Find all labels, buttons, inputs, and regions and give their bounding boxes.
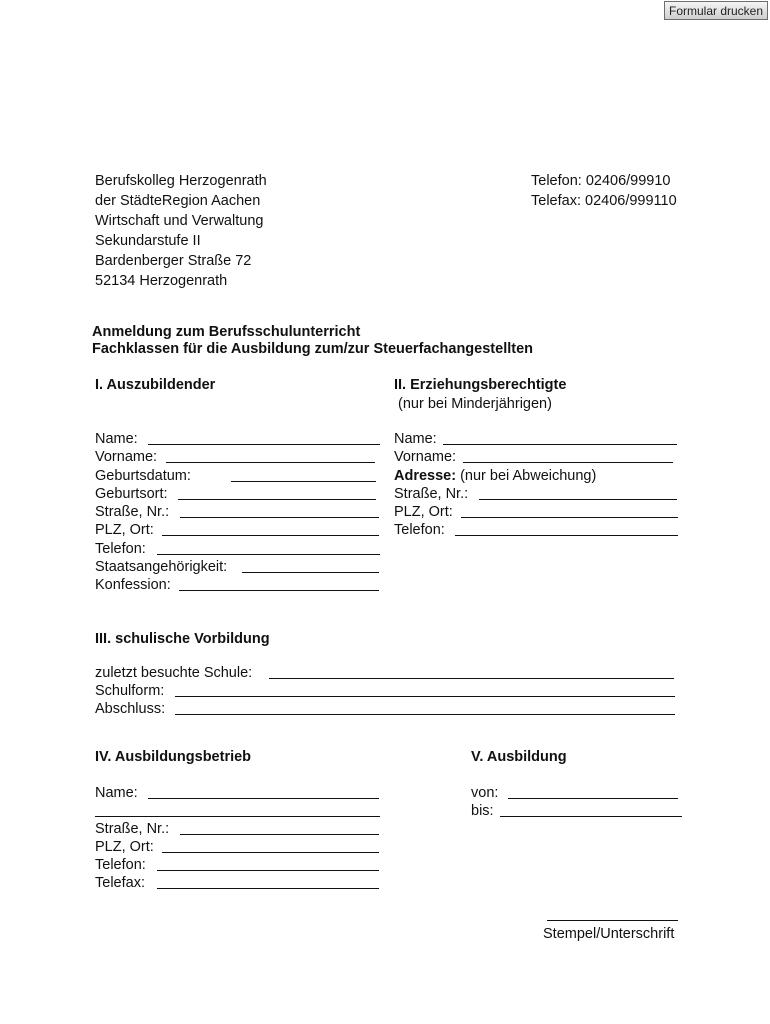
field-label: Telefon: xyxy=(95,857,146,873)
field-label: von: xyxy=(471,785,499,801)
field-label: Telefax: xyxy=(95,875,145,891)
school-line: Sekundarstufe II xyxy=(95,233,201,249)
field-label: Vorname: xyxy=(95,449,158,465)
azubi-vorname-field[interactable] xyxy=(95,448,157,466)
section-erziehungsberechtigte-note: (nur bei Minderjährigen) xyxy=(398,396,552,412)
field-label: Straße, Nr.: xyxy=(95,821,170,837)
field-label: Straße, Nr.: xyxy=(394,486,469,502)
company-plz-field[interactable] xyxy=(95,838,154,856)
azubi-strasse-field[interactable] xyxy=(95,503,169,521)
field-label: Name: xyxy=(95,785,138,801)
field-label: PLZ, Ort: xyxy=(394,504,453,520)
field-label: PLZ, Ort: xyxy=(95,522,154,538)
signature-line[interactable] xyxy=(547,906,679,924)
field-label: Abschluss: xyxy=(95,701,166,717)
field-label: Schulform: xyxy=(95,683,165,699)
field-label: Staatsangehörigkeit: xyxy=(95,559,228,575)
section-vorbildung-heading: III. schulische Vorbildung xyxy=(95,631,270,647)
field-label: Geburtsdatum: xyxy=(95,468,191,484)
school-line: Berufskolleg Herzogenrath xyxy=(95,173,267,189)
last-school-field[interactable] xyxy=(95,664,252,682)
guardian-strasse-field[interactable] xyxy=(394,485,468,503)
company-telefax-field[interactable] xyxy=(95,874,145,892)
company-strasse-field[interactable] xyxy=(95,820,169,838)
school-line: der StädteRegion Aachen xyxy=(95,193,261,209)
school-type-field[interactable] xyxy=(95,682,164,700)
company-name-field[interactable] xyxy=(95,784,138,802)
graduation-field[interactable] xyxy=(95,700,165,718)
field-label: Name: xyxy=(394,431,437,447)
section-auszubildender-heading: I. Auszubildender xyxy=(95,377,216,393)
training-to-field[interactable] xyxy=(471,802,494,820)
training-from-field[interactable] xyxy=(471,784,498,802)
form-title: Anmeldung zum Berufsschulunterricht xyxy=(92,324,361,340)
print-form-button[interactable]: Formular drucken xyxy=(664,1,768,20)
section-ausbildung-heading: V. Ausbildung xyxy=(471,749,567,765)
field-label: Telefon: xyxy=(394,522,445,538)
guardian-telefon-field[interactable] xyxy=(394,521,445,539)
azubi-geburtsort-field[interactable] xyxy=(95,485,168,503)
field-label: Konfession: xyxy=(95,577,171,593)
azubi-plz-field[interactable] xyxy=(95,521,154,539)
form-subtitle: Fachklassen für die Ausbildung zum/zur Steuerfachangestellten xyxy=(92,341,533,357)
school-fax: Telefax: 02406/999110 xyxy=(531,193,677,209)
field-label: zuletzt besuchte Schule: xyxy=(95,665,253,681)
company-name-line2-field[interactable] xyxy=(95,802,385,820)
field-label: PLZ, Ort: xyxy=(95,839,154,855)
school-line: Wirtschaft und Verwaltung xyxy=(95,213,264,229)
school-phone: Telefon: 02406/99910 xyxy=(531,173,671,189)
azubi-telefon-field[interactable] xyxy=(95,540,146,558)
field-label: Name: xyxy=(95,431,138,447)
azubi-name-field[interactable] xyxy=(95,430,138,448)
azubi-konfession-field[interactable] xyxy=(95,576,171,594)
guardian-name-field[interactable] xyxy=(394,430,437,448)
field-label: Geburtsort: xyxy=(95,486,168,502)
azubi-geburtsdatum-field[interactable] xyxy=(95,467,191,485)
signature-label: Stempel/Unterschrift xyxy=(543,926,675,942)
field-label: Vorname: xyxy=(394,449,457,465)
field-label: bis: xyxy=(471,803,494,819)
school-line: 52134 Herzogenrath xyxy=(95,273,228,289)
address-note: (nur bei Abweichung) xyxy=(456,468,597,484)
azubi-staatsangehoerigkeit-field[interactable] xyxy=(95,558,227,576)
guardian-address-label xyxy=(394,467,596,485)
field-label: Telefon: xyxy=(95,541,146,557)
field-label: Straße, Nr.: xyxy=(95,504,170,520)
school-line: Bardenberger Straße 72 xyxy=(95,253,252,269)
address-label: Adresse: xyxy=(394,468,457,484)
guardian-plz-field[interactable] xyxy=(394,503,453,521)
guardian-vorname-field[interactable] xyxy=(394,448,456,466)
company-telefon-field[interactable] xyxy=(95,856,146,874)
section-ausbildungsbetrieb-heading: IV. Ausbildungsbetrieb xyxy=(95,749,252,765)
section-erziehungsberechtigte-heading: II. Erziehungsberechtigte xyxy=(394,377,567,393)
